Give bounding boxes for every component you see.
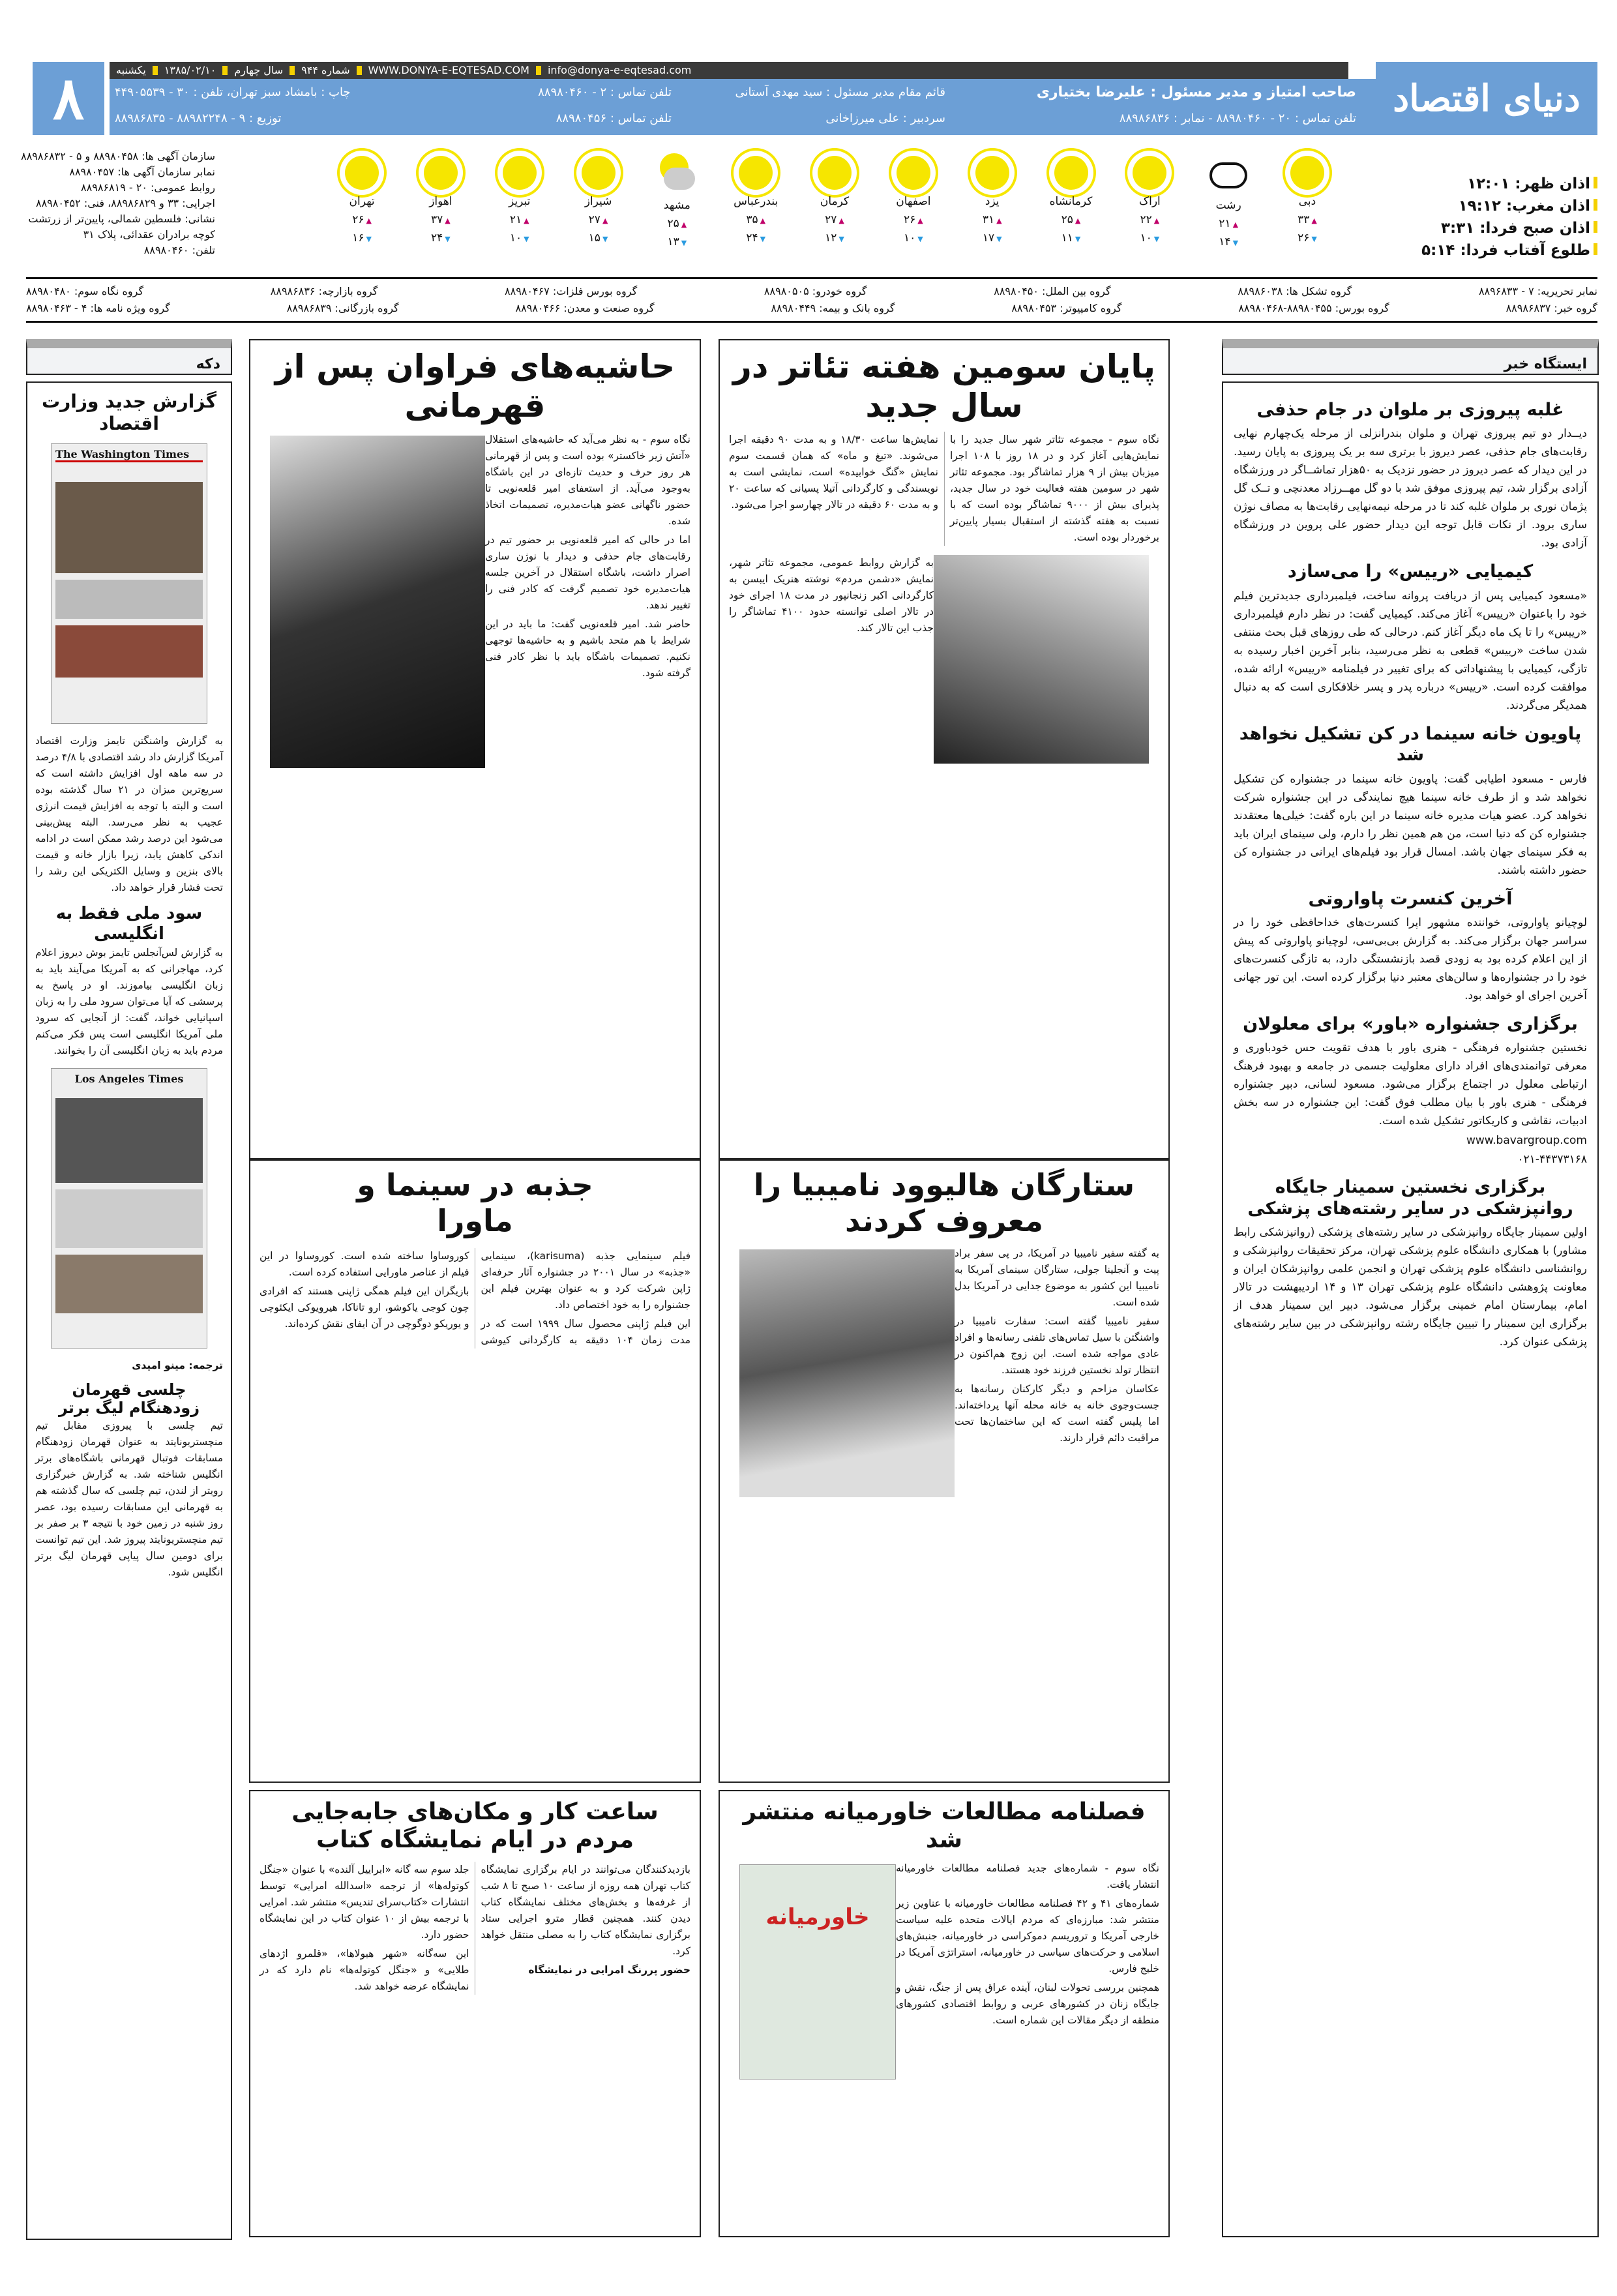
article-body: همچنین بررسی تحولات لبنان، آینده عراق پس از جنگ، نقش و جایگاه زنان در کشورهای عربی و روابط اقتصادی کشورهای منطقه از دیگر مقالات این شماره است. xyxy=(896,1982,1159,2027)
phone-entry: گروه کامپیوتر: ۸۸۹۸۰۴۵۳ xyxy=(1011,302,1122,314)
city-name: دبی xyxy=(1298,195,1316,208)
issue-year: سال چهارم xyxy=(234,64,284,76)
article-quarterly xyxy=(719,1790,1170,2237)
headline: سود ملی فقط به انگلیسی xyxy=(55,904,203,944)
headline: ساعت کار و مکان‌های جابه‌جایی مردم در ایام نمایشگاه کتاب xyxy=(291,1798,659,1854)
headline: گزارش جدید وزارت اقتصاد xyxy=(42,391,216,434)
ghalenoei-photo xyxy=(270,436,485,768)
temp-high: ▲ ۲۵ xyxy=(1035,213,1107,226)
temp-low: ▼ ۱۶ xyxy=(326,231,398,245)
article-body: نگاه سوم - به نظر می‌آید که حاشیه‌های استقلال «آتش زیر خاکستر» بوده است و پس از قهرمانی هر روز حرف و حدیث تازه‌ای در این باشگاه به‌وجود می‌آید. از استعفای امیر قلعه‌نویی تا حضور ناگهانی عضو هیات‌مدیره، تصمیمات اتخاذ شده. xyxy=(485,434,690,527)
weather-city xyxy=(1193,147,1264,267)
translator-credit: ترجمه: مینو امیدی xyxy=(132,1359,223,1371)
website-link[interactable]: www.bavargroup.com xyxy=(1466,1134,1587,1148)
phone-entry: گروه بازرگانی: ۸۸۹۸۶۸۳۹ xyxy=(286,302,399,314)
newsstand-column xyxy=(26,381,232,2240)
phone-entry: گروه بازارچه: ۸۸۹۸۶۸۳۶ xyxy=(270,285,378,297)
headline: چلسی قهرمان زودهنگام لیگ برتر xyxy=(58,1380,200,1418)
temp-low: ▼ ۱۳ xyxy=(641,235,713,248)
ad-info-line: اجرایی: ۳۳ و ۸۸۹۸۶۸۲۹، فنی: ۸۸۹۸۰۴۵۲ xyxy=(35,197,215,209)
ad-info-line: تلفن: ۸۸۹۸۰۴۶۰ xyxy=(143,244,215,256)
article-body: اولین سمینار جایگاه روانپزشکی در سایر رشته‌های پزشکی (روانپزشکی رابط مشاور) با همکاری دانشگاه علوم پزشکی تهران، مرکز تحقیقات روانپزشکی و روانشناسی دانشگاه علوم پزشکی تهران و انجمن علمی روانپزشکان ایران و معاونت پژوهشی دانشگاه علوم پزشکی تهران ۱۳ و ۱۴ اردیبهشت در تالار امام، بیمارستان امام خمینی برگزار می‌شود. دبیر این سمینار هدف از برگزاری این سمینار را تبیین جایگاه رشته روانپزشکی در بین سایر رشته‌های پزشکی عنوان کرد. xyxy=(1234,1226,1587,1349)
article-body: نگاه سوم - شماره‌های جدید فصلنامه مطالعات خاورمیانه انتشار یافت. xyxy=(896,1862,1159,1891)
temp-high: ▲ ۳۵ xyxy=(720,213,792,226)
sun-icon xyxy=(1133,156,1166,190)
page-number: ۸ xyxy=(33,62,104,135)
prayer-times xyxy=(1421,173,1597,261)
headline: پاویون خانه سینما در کن تشکیل نخواهد شد xyxy=(1239,723,1582,766)
article-sidelines xyxy=(249,339,701,1159)
headline: غلبه پیروزی بر ملوان در جام حذفی xyxy=(1256,400,1564,420)
sun-icon xyxy=(582,156,616,190)
cloud-icon xyxy=(1209,162,1247,188)
ad-info-line: روابط عمومی: ۲۰ - ۸۸۹۸۶۸۱۹ xyxy=(81,181,215,194)
city-name: رشت xyxy=(1215,199,1241,212)
department-phones xyxy=(26,277,1597,323)
temp-low: ▼ ۲۴ xyxy=(720,231,792,245)
weather-city xyxy=(1035,147,1107,267)
phone-row xyxy=(26,300,1597,317)
temp-low: ▼ ۱۷ xyxy=(957,231,1028,245)
washington-times-cover-image: The Washington Times xyxy=(51,443,207,724)
city-name: مشهد xyxy=(663,199,690,212)
prayer-fajr: اذان صبح فردا: ۳:۳۱ xyxy=(1421,217,1597,239)
phone-entry: گروه خودرو: ۸۸۹۸۰۵۰۵ xyxy=(764,285,867,297)
phone-entry: گروه بانک و بیمه: ۸۸۹۸۰۴۴۹ xyxy=(771,302,895,314)
deputy-phone: تلفن تماس : ۲ - ۸۸۹۸۰۴۶۰ xyxy=(538,85,672,99)
sun-icon xyxy=(975,156,1009,190)
weather-city xyxy=(641,147,713,267)
section-header-dakeh: دکه xyxy=(26,339,232,375)
phone-row xyxy=(26,283,1597,300)
sun-icon xyxy=(424,156,458,190)
phone-entry: گروه بورس فلزات: ۸۸۹۸۰۴۶۷ xyxy=(505,285,638,297)
article-charisma xyxy=(249,1159,701,1783)
weather-city xyxy=(484,147,556,267)
weather-city xyxy=(563,147,634,267)
distribution: توزیع : ۹ - ۸۸۹۸۲۲۴۸ - ۸۸۹۸۶۸۳۵ xyxy=(115,112,282,125)
city-name: اصفهان xyxy=(896,195,931,208)
article-theater xyxy=(719,339,1170,1159)
issue-date: ۱۳۸۵/۰۲/۱۰ xyxy=(164,64,216,76)
masthead xyxy=(33,62,1597,135)
phone-entry: گروه تشکل ها: ۸۸۹۸۶۰۳۸ xyxy=(1238,285,1352,297)
temp-low: ▼ ۱۱ xyxy=(1035,231,1107,245)
prayer-maghrib: اذان مغرب: ۱۹:۱۲ xyxy=(1421,195,1597,217)
weather-forecast xyxy=(326,147,1343,267)
article-body: به گفته سفیر نامیبیا در آمریکا، در پی سفر براد پیت و آنجلینا جولی، ستارگان سینمای آمریکا به نامیبیا این کشور به موضوع جدایی در آمریکا بدل شده است. xyxy=(955,1247,1159,1309)
editor: سردبیر : علی میرزاخانی xyxy=(825,112,945,125)
masthead-info xyxy=(110,79,1597,135)
issue-day: یکشنبه xyxy=(116,64,146,76)
temp-high: ▲ ۲۱ xyxy=(484,213,556,226)
temp-high: ▲ ۳۷ xyxy=(405,213,477,226)
temp-low: ▼ ۱۰ xyxy=(878,231,949,245)
article-body: «مسعود کیمیایی پس از دریافت پروانه ساخت، فیلمبرداری جدیدترین فیلم خود را باعنوان «رییس» آغاز می‌کند. کیمیایی گفت: در نظر دارم فیلمبرداری «رییس» را تا یک ماه دیگر آغاز کنم. درحالی که طی روزهای قبل بحث منتفی شدن ساخت «رییس» قطعی به نظر می‌رسید، بنابر آخرین اخبار رسیده به تازگی، کیمیایی با پیشنهاداتی که برای تغییر در فیلمنامه «رییس» ارائه شده، موافقت کرده است. «رییس» درباره پدر و پسر خلافکاری است که به دنبال همدیگر می‌گردند. xyxy=(1234,589,1587,712)
temp-high: ▲ ۲۷ xyxy=(563,213,634,226)
temp-high: ▲ ۲۵ xyxy=(641,217,713,230)
sun-icon xyxy=(739,156,773,190)
city-name: تهران xyxy=(349,195,375,208)
printer: چاپ : بامشاد سبز تهران، تلفن : ۳۰ - ۴۴۹۰۵۵۳۹ xyxy=(115,85,351,99)
temp-low: ▼ ۱۰ xyxy=(484,231,556,245)
headline: آخرین کنسرت پاواروتی xyxy=(1308,888,1513,909)
logo: دنیای اقتصاد xyxy=(1376,62,1597,135)
section-header-news-station: ایستگاه خبر xyxy=(1222,339,1599,375)
temp-high: ▲ ۲۶ xyxy=(878,213,949,226)
subheading: حضور پررنگ امرایی در نمایشگاه xyxy=(528,1964,690,1976)
editor-phone: تلفن تماس : ۸۸۹۸۰۴۵۶ xyxy=(556,112,672,125)
theater-actor-photo xyxy=(934,555,1149,764)
city-name: کرمان xyxy=(820,195,850,208)
article-body: عکاسان مزاحم و دیگر کارکنان رسانه‌ها به جست‌وجوی خانه به خانه محله آنها پرداخته‌اند. اما پلیس گفته است که این ساختمان‌ها تحت مراقبت دائم قرار دارند. xyxy=(955,1383,1159,1444)
article-body: اما در حالی که امیر قلعه‌نویی بر حضور تیم در رقابت‌های جام حذفی و دیدار با نوژن ساری اصرار داشت، باشگاه استقلال در آخرین جلسه هیات‌مدیره خود تصمیم گرفت که کادر فنی را تغییر ندهد. xyxy=(485,534,690,611)
temp-high: ▲ ۲۷ xyxy=(799,213,870,226)
weather-city xyxy=(326,147,398,267)
article-body: به گزارش لس‌آنجلس تایمز بوش دیروز اعلام کرد، مهاجرانی که به آمریکا می‌آیند باید به زبان انگلیسی بیاموزند. او در پاسخ به پرسشی که آیا می‌توان سرود ملی را به زبان اسپانیایی خواند، گفت: از آنجایی که سرود ملی آمریکا انگلیسی است پس فکر می‌کنم مردم باید به زبان انگلیسی آن را بخوانند. xyxy=(35,946,223,1056)
article-body: فارس - مسعود اطیابی گفت: پاویون خانه سینما در جشنواره کن تشکیل نخواهد شد و از طرف خانه سینما هیچ نمایندگی در این جشنواره شرکت نخواهد کرد. عضو هیات مدیره خانه سینما در این باره گفت: خیلی‌ها معتقدند جشنواره کن که دنیا است، من هم همین نظر را دارم، ولی سینمای ایران باید به فکر سینمای جهان باشد. امسال قرار بود فیلم‌های ایرانی در جشنواره کن حضور داشته باشند. xyxy=(1234,772,1587,877)
phone-entry: گروه صنعت و معدن: ۸۸۹۸۰۴۶۶ xyxy=(515,302,655,314)
headline: جذبه در سینما و ماورا xyxy=(357,1167,593,1239)
sunrise: طلوع آفتاب فردا: ۵:۱۴ xyxy=(1421,239,1597,261)
temp-low: ▼ ۱۲ xyxy=(799,231,870,245)
temp-high: ▲ ۳۱ xyxy=(957,213,1028,226)
article-body: به گزارش روابط عمومی، مجموعه تئاتر شهر، نمایش «دشمن مردم» نوشته هنریک ایبسن به کارگردانی اکبر زنجانپور در مدت ۱۸ اجرای خود در تالار اصلی توانسته حدود ۴۱۰۰ تماشاگر را جذب این تالار کند. xyxy=(729,557,934,634)
city-name: اهواز xyxy=(429,195,452,208)
ad-info-line: سازمان آگهی ها: ۸۸۹۸۰۴۵۸ و ۵ - ۸۸۹۸۶۸۳۲ xyxy=(21,150,215,162)
article-body: فیلم سینمایی جذبه (karisuma)، سینمایی «جذبه» در سال ۲۰۰۱ در جشنواره آثار حرفه‌ای ژاپن شرکت کرد و به عنوان بهترین فیلم این جشنواره را به خود اختصاص داد. این فیلم ژاپنی محصول سال ۱۹۹۹ است که در مدت زمان ۱۰۴ دقیقه به کارگردانی کیوشی کوروساوا ساخته شده است. کوروساوا در این فیلم از عناصر ماورایی استفاده کرده است. بازیگران این فیلم همگی ژاپنی هستند که افرادی چون کوجی یاکوشو، ارو تاناکا، هیرویوکی ایکئوچی و یوریکو دوگوچی در آن ایفای نقش کرده‌اند. xyxy=(260,1250,691,1347)
city-name: اراک xyxy=(1138,195,1161,208)
article-body: شماره‌های ۴۱ و ۴۲ فصلنامه مطالعات خاورمیانه با عناوین زیر منتشر شد: مبارزه‌ای که مردم ایالات متحده علیه سیاست خارجی آمریکا و تروریسم دموکراسی در خاورمیانه، جنبش‌های اسلامی و حرکت‌های سیاسی در خاورمیانه، استراتژی آمریکا در خلیج فارس. xyxy=(896,1898,1160,1975)
ad-info-line: نمابر سازمان آگهی ها: ۸۸۹۸۰۴۵۷ xyxy=(69,166,215,178)
issue-email[interactable]: info@donya-e-eqtesad.com xyxy=(547,64,692,76)
weather-city xyxy=(720,147,792,267)
prayer-noon: اذان ظهر: ۱۲:۰۱ xyxy=(1421,173,1597,195)
headline: فصلنامه مطالعات خاورمیانه منتشر شد xyxy=(743,1798,1146,1854)
temp-low: ▼ ۱۵ xyxy=(563,231,634,245)
temp-low: ▼ ۱۴ xyxy=(1193,235,1264,248)
sun-icon xyxy=(897,156,930,190)
celebrity-couple-photo xyxy=(739,1249,955,1497)
article-bookfair xyxy=(249,1790,701,2237)
ad-info-line: کوچه برادران عقدائی، پلاک ۳۱ xyxy=(83,228,215,241)
sun-icon xyxy=(818,156,852,190)
phone-entry: گروه ویژه نامه ها: ۴ - ۸۸۹۸۰۴۶۳ xyxy=(26,302,170,314)
temp-low: ▼ ۲۶ xyxy=(1271,231,1343,245)
temp-high: ▲ ۲۱ xyxy=(1193,217,1264,230)
headline: پایان سومین هفته تئاتر در سال جدید xyxy=(733,348,1155,425)
deputy: قائم مقام مدیر مسئول : سید مهدی آستانی xyxy=(735,85,945,99)
news-briefs-column xyxy=(1222,381,1599,2237)
article-body: نخستین جشنواره فرهنگی - هنری باور با هدف تقویت حس خودباوری و معرفی توانمندی‌های افراد دارای معلولیت جسمی در جامعه و بهبود فرهنگ ارتباطی معلول در اجتماع برگزار می‌شود. مسعود لسانی، دبیر جشنواره فرهنگی - هنری باور با بیان مطلب فوق گفت: این جشنواره در سه بخش ادبیات، نقاشی و کاریکاتور تشکیل شده است. xyxy=(1234,1041,1587,1128)
temp-low: ▼ ۲۴ xyxy=(405,231,477,245)
article-body: دیــدار دو تیم پیروزی تهران و ملوان بندرانزلی از مرحله یک‌چهارم نهایی رقابت‌های جام حذفی، عصر دیروز با برتری سه بر یک پیروزی به پایان رسید. در این دیدار که عصر دیروز در حضور نزدیک به ۵۰هزار تماشــاگر در ورزشگاه آزادی برگزار شد، تیم پیروزی موفق شد با دو گل مهــرزاد معدنچی و تــک گل پژمان نوری بر ملوان غلبه کند تا در مرحله نیمه‌نهایی رقابت‌ها به مصاف نوژن ساری برود. از نکات قابل توجه این دیدار حضور علی پروین در ورزشگاه آزادی بود. xyxy=(1234,427,1587,550)
ad-info-line: نشانی: فلسطین شمالی، پایین‌تر از زرتشت xyxy=(28,213,215,225)
article-body: بازدیدکنندگان می‌توانند در ایام برگزاری نمایشگاه کتاب تهران همه روزه از ساعت ۱۰ صبح تا ۸ شب از غرفه‌ها و بخش‌های مختلف نمایشگاه کتاب دیدن کنند. همچنین قطار مترو اجرایی ستاد برگزاری نمایشگاه کتاب را به مصلی منتقل خواهد کرد. حضور پررنگ امرایی در نمایشگاه جلد سوم سه گانه «ابراییل آلنده» با عنوان «جنگل کوتوله‌ها» از ترجمه «اسدالله امرایی» توسط انتشارات «کتاب‌سرای تندیس» منتشر شد. امرایی با ترجمه بیش از ۱۰ عنوان کتاب در این نمایشگاه حضور دارد. این سه‌گانه «شهر هیولاها»، «قلمرو اژدهای طلایی» و «جنگل کوتوله‌ها» نام دارد که در نمایشگاه عرضه خواهد شد. xyxy=(260,1864,690,1993)
article-body: حاضر شد. امیر قلعه‌نویی گفت: ما باید در این شرایط با هم متحد باشیم و به حاشیه‌ها توجهی نکنیم. تصمیمات باشگاه باید با نظر کادر فنی گرفته شود. xyxy=(485,618,690,679)
headline: برگزاری نخستین سمینار جایگاه روانپزشکی در سایر رشته‌های پزشکی xyxy=(1247,1177,1573,1219)
los-angeles-times-cover-image: Los Angeles Times xyxy=(51,1068,207,1349)
issue-number: شماره ۹۴۴ xyxy=(301,64,350,76)
weather-city xyxy=(1114,147,1185,267)
sun-icon xyxy=(1290,156,1324,190)
partly-cloudy-icon xyxy=(657,153,696,192)
city-name: کرمانشاه xyxy=(1049,195,1093,208)
phone-entry: نمابر تحریریه: ۷ - ۸۸۹۶۸۳۳ xyxy=(1478,285,1597,297)
article-namibia xyxy=(719,1159,1170,1783)
sun-icon xyxy=(345,156,379,190)
sun-icon xyxy=(1054,156,1088,190)
temp-high: ▲ ۳۳ xyxy=(1271,213,1343,226)
headline: حاشیه‌های فراوان پس از قهرمانی xyxy=(274,348,675,425)
phone-entry: گروه نگاه سوم: ۸۸۹۸۰۴۸۰ xyxy=(26,285,144,297)
contact-phone: ۰۲۱-۴۴۳۷۳۱۶۸ xyxy=(1517,1153,1587,1167)
article-body: سفیر نامیبیا گفته است: سفارت نامیبیا در واشنگتن با سیل تماس‌های تلفنی رسانه‌ها و افراد عادی مواجه شده است. این زوج هم‌اکنون در انتظار تولد نخستین فرزند خود هستند. xyxy=(955,1315,1159,1377)
article-body: تیم چلسی با پیروزی مقابل تیم منچستریونایتد به عنوان قهرمان زودهنگام مسابقات فوتبال قهرمانی باشگاه‌های برتر انگلیس شناخته شد. به گزارش خبرگزاری رویتر از لندن، تیم چلسی که سال گذشته هم به قهرمانی این مسابقات رسیده بود، عصر روز شنبه در زمین خود با نتیجه ۳ بر صفر بر تیم منچستریونایتد پیروز شد. این تیم توانست برای دومین سال پیاپی قهرمان لیگ برتر انگلیس شود. xyxy=(35,1420,223,1579)
city-name: شیراز xyxy=(584,195,612,208)
weather-city xyxy=(405,147,477,267)
temp-low: ▼ ۱۰ xyxy=(1114,231,1185,245)
phone-entry: گروه خبر: ۸۸۹۸۶۸۳۷ xyxy=(1506,302,1597,314)
phone-entry: گروه بورس: ۸۸۹۸۰۴۵۵-۸۸۹۸۰۴۶۸ xyxy=(1238,302,1389,314)
temp-high: ▲ ۲۲ xyxy=(1114,213,1185,226)
journal-cover-image: خاورمیانه xyxy=(739,1864,896,2080)
weather-city xyxy=(799,147,870,267)
weather-city xyxy=(878,147,949,267)
headline: برگزاری جشنواره «باور» برای معلولان xyxy=(1243,1013,1578,1034)
phone-entry: گروه بین الملل: ۸۸۹۸۰۴۵۰ xyxy=(994,285,1111,297)
weather-city xyxy=(957,147,1028,267)
city-name: تبریز xyxy=(509,195,531,208)
headline: کیمیایی «رییس» را می‌سازد xyxy=(1287,561,1534,582)
article-body: نگاه سوم - مجموعه تئاتر شهر سال جدید را با نمایش‌هایی آغاز کرد و در ۱۸ روز با ۱۰۸ اجرا میزبان بیش از ۹ هزار تماشاگر بود. مجموعه تئاتر شهر در سومین هفته فعالیت خود در سال جدید، پذیرای بیش از ۹۰۰۰ تماشاگر بوده است که با نسبت به هفته گذشته از استقبال بسیار پایین‌تر برخوردار بوده است. نمایش‌ها ساعت ۱۸/۳۰ و به مدت ۹۰ دقیقه اجرا می‌شوند. «تیغ و ماه» که همان قسمت سوم نمایش «گنگ خوابیده» است، نمایشی است به نویسندگی و کارگردانی آتیلا پسیانی که ساعت ۲۰ و به مدت ۶۰ دقیقه در تالار چهارسو اجرا می‌شود. xyxy=(729,434,1160,543)
issue-website[interactable]: WWW.DONYA-E-EQTESAD.COM xyxy=(368,64,529,76)
ad-contact-info xyxy=(20,149,215,258)
city-name: بندرعباس xyxy=(734,195,779,208)
issue-info-bar xyxy=(110,62,1348,79)
headline: ستارگان هالیوود نامیبیا را معروف کردند xyxy=(753,1167,1135,1239)
article-body: لوچیانو پاواروتی، خواننده مشهور اپرا کنسرت‌های خداحافظی خود را در سراسر جهان برگزار می‌کند. به گزارش بی‌بی‌سی، لوچیانو پاواروتی که پیش از این اعلام کرده بود به زودی قصد بازنشستگی دارد، به تازگی کنسرت‌های خود را در جشنواره‌ها و سالن‌های معتبر دنیا برگزار کرده است. این تور جهانی آخرین اجرای او خواهد بود. xyxy=(1234,916,1587,1002)
sun-icon xyxy=(503,156,537,190)
owner: صاحب امتیاز و مدیر مسئول : علیرضا بختیاری xyxy=(1036,84,1356,100)
temp-high: ▲ ۲۶ xyxy=(326,213,398,226)
weather-city xyxy=(1271,147,1343,267)
article-body: به گزارش واشنگتن تایمز وزارت اقتصاد آمریکا گزارش داد رشد اقتصادی با ۴/۸ درصد در سه ماهه اول افزایش داشته است که سریع‌ترین میزان در ۲۱ سال گذشته بوده است و البته با توجه به افزایش قیمت انرژی عجیب به نظر می‌رسد. البته پیش‌بینی می‌شود این درصد رشد ممکن است در ادامه اندکی کاهش یابد، زیرا بازار خانه و قیمت بالای بنزین و وسایل الکتریکی این رشد را تحت فشار قرار خواهد داد. xyxy=(35,735,224,894)
owner-phone: تلفن تماس : ۲۰ - ۸۸۹۸۰۴۶۰ - نمابر : ۸۸۹۸۶۸۳۶ xyxy=(1119,112,1356,125)
city-name: یزد xyxy=(985,195,1000,208)
